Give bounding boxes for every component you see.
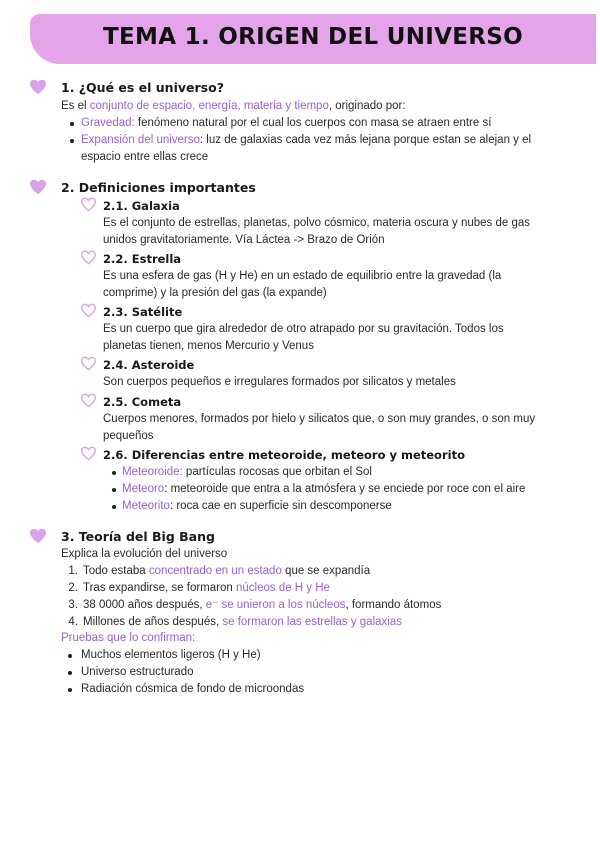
bigbang-step-4: Millones de años después, se formaron las estrellas y galaxias xyxy=(83,616,402,628)
section-3-heading: 3. Teoría del Big Bang xyxy=(61,529,215,544)
cometa-text: Cuerpos menores, formados por hielo y silicatos que, o son muy grandes, o son muy xyxy=(103,413,536,425)
gravity-item: Gravedad: fenómeno natural por el cual los cuerpos con masa se atraen entre sí xyxy=(81,117,492,129)
expansion-item: Expansión del universo: luz de galaxias cada vez más lejana porque estan se alejan y el xyxy=(81,134,532,146)
satelite-text-cont: planetas tienen, menos Mercurio y Venus xyxy=(103,340,314,352)
expansion-item-cont: espacio entre ellas crece xyxy=(81,151,209,163)
bullet-dot xyxy=(70,122,74,126)
asteroide-text: Son cuerpos pequeños e irregulares formados por silicatos y metales xyxy=(103,376,456,388)
section-1-heading: 1. ¿Qué es el universo? xyxy=(61,80,224,95)
galaxia-text: Es el conjunto de estrellas, planetas, polvo cósmico, materia oscura y nubes de gas xyxy=(103,217,531,229)
section-2-heading: 2. Definiciones importantes xyxy=(61,180,256,195)
bullet-dot xyxy=(112,471,116,475)
list-number: 2. xyxy=(68,582,78,594)
heart-icon xyxy=(29,528,47,544)
heart-icon xyxy=(29,179,47,195)
diferencias-heading: 2.6. Diferencias entre meteoroide, meteoro y meteorito xyxy=(103,448,465,462)
prueba-item-2: Universo estructurado xyxy=(81,666,194,678)
heart-outline-icon xyxy=(80,250,97,265)
bullet-dot xyxy=(70,139,74,143)
list-number: 1. xyxy=(68,565,78,577)
page-title: TEMA 1. ORIGEN DEL UNIVERSO xyxy=(103,24,523,50)
bullet-dot xyxy=(112,505,116,509)
heart-outline-icon xyxy=(80,446,97,461)
bigbang-step-1: Todo estaba concentrado en un estado que se expandía xyxy=(83,565,371,577)
estrella-text: Es una esfera de gas (H y He) en un estado de equilibrio entre la gravedad (la xyxy=(103,270,502,282)
pruebas-label: Pruebas que lo confirman: xyxy=(61,632,196,644)
cometa-text-cont: pequeños xyxy=(103,430,154,442)
bigbang-intro: Explica la evolución del universo xyxy=(61,548,228,560)
satelite-heading: 2.3. Satélite xyxy=(103,305,183,319)
heart-outline-icon xyxy=(80,356,97,371)
satelite-text: Es un cuerpo que gira alrededor de otro atrapado por su gravitación. Todos los xyxy=(103,323,504,335)
list-number: 4. xyxy=(68,616,78,628)
bullet-dot xyxy=(112,488,116,492)
meteoroide-item: Meteoroide: partículas rocosas que orbitan el Sol xyxy=(122,466,372,478)
heart-icon xyxy=(29,79,47,95)
section-1-intro: Es el conjunto de espacio, energía, materia y tiempo, originado por: xyxy=(61,100,406,112)
meteorito-item: Meteorito: roca cae en superficie sin descomponerse xyxy=(122,500,392,512)
bullet-dot xyxy=(68,688,72,692)
bigbang-step-2: Tras expandirse, se formaron núcleos de H y He xyxy=(83,582,330,594)
bullet-dot xyxy=(68,654,72,658)
asteroide-heading: 2.4. Asteroide xyxy=(103,358,195,372)
prueba-item-1: Muchos elementos ligeros (H y He) xyxy=(81,649,261,661)
list-number: 3. xyxy=(68,599,78,611)
prueba-item-3: Radiación cósmica de fondo de microondas xyxy=(81,683,305,695)
bullet-dot xyxy=(68,671,72,675)
estrella-heading: 2.2. Estrella xyxy=(103,252,182,266)
estrella-text-cont: comprime) y la presión del gas (la expande) xyxy=(103,287,327,299)
meteoro-item: Meteoro: meteoroide que entra a la atmósfera y se enciede por roce con el aire xyxy=(122,483,526,495)
heart-outline-icon xyxy=(80,197,97,212)
cometa-heading: 2.5. Cometa xyxy=(103,395,182,409)
heart-outline-icon xyxy=(80,303,97,318)
bigbang-step-3: 38 0000 años después, e⁻ se unieron a los núcleos, formando átomos xyxy=(83,599,442,611)
galaxia-heading: 2.1. Galaxia xyxy=(103,199,180,213)
heart-outline-icon xyxy=(80,393,97,408)
galaxia-text-cont: unidos gravitatoriamente. Vía Láctea -> Brazo de Orión xyxy=(103,234,385,246)
